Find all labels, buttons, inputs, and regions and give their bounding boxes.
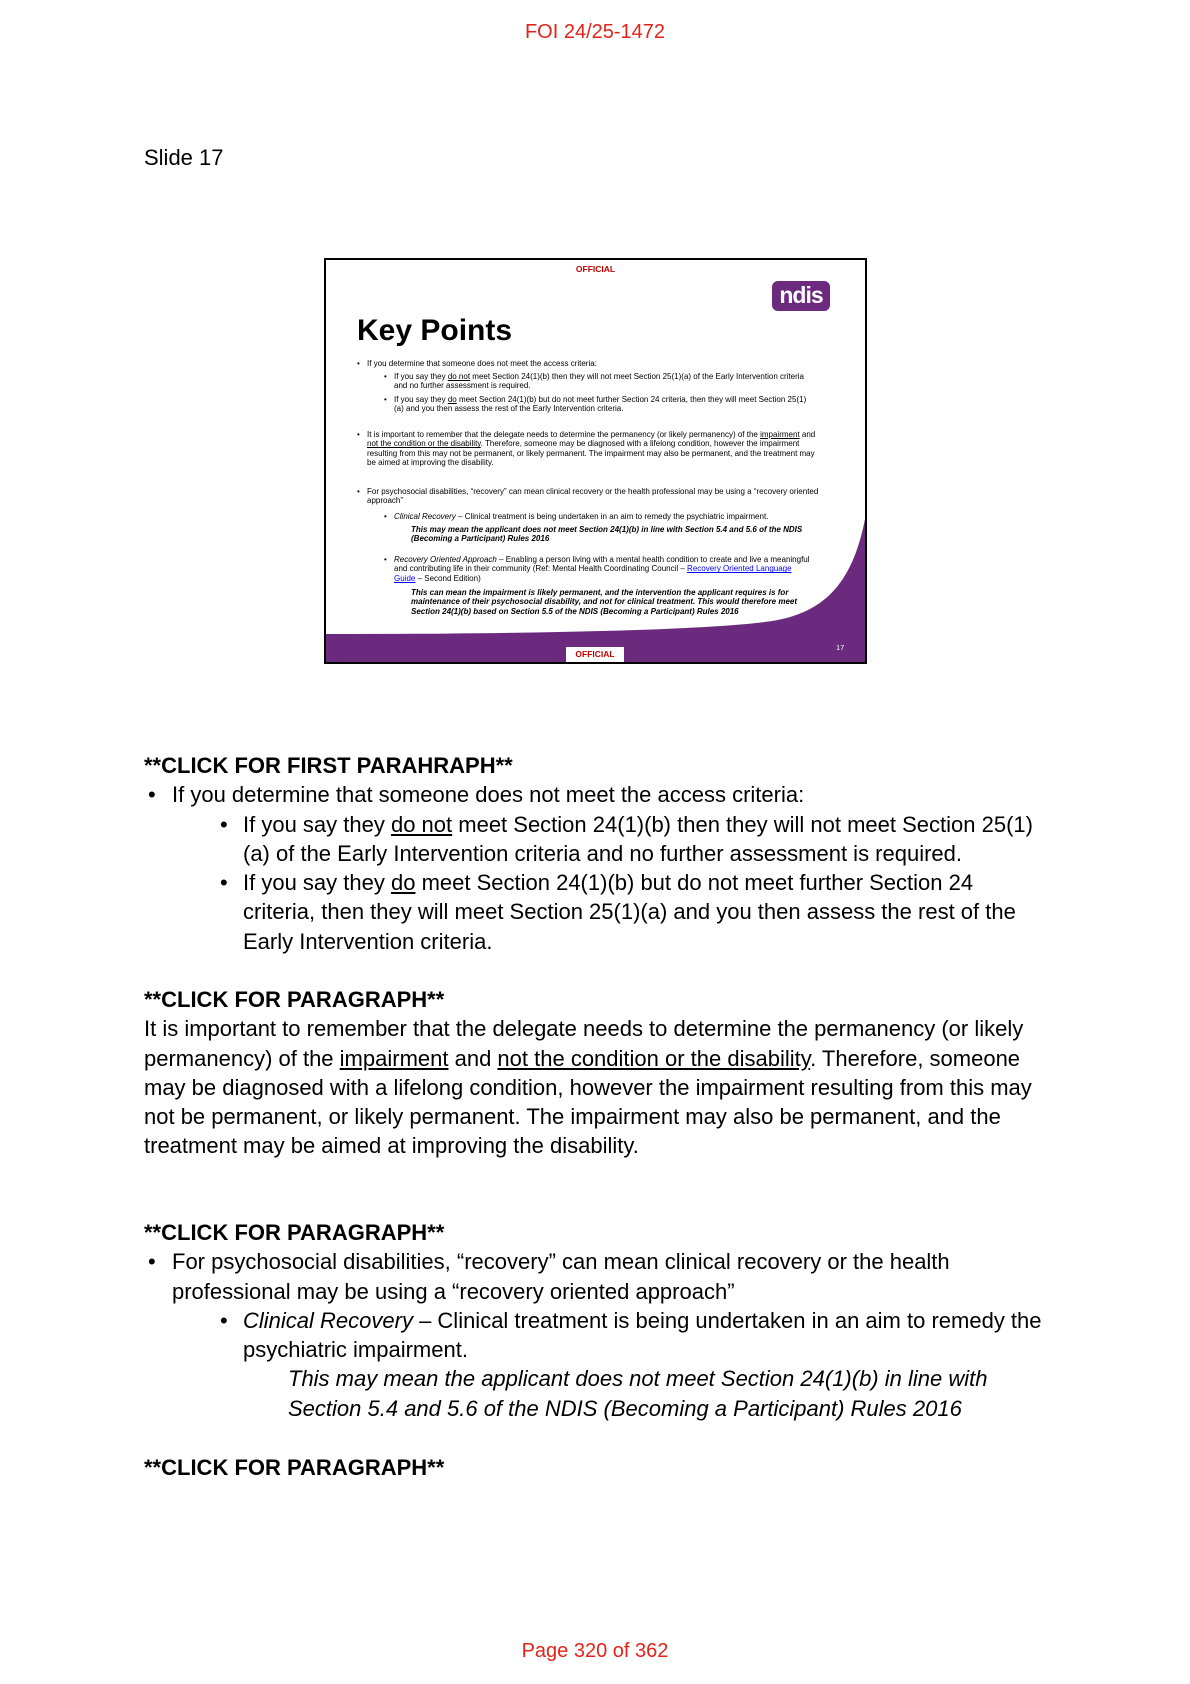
slide-italic-term: Clinical Recovery	[394, 512, 456, 521]
underlined-text: do	[390, 870, 416, 896]
text-run: If you say they	[243, 811, 391, 837]
notes-section-4	[144, 1453, 1050, 1482]
bullet-text: If you determine that someone does not meet the access criteria:	[172, 782, 805, 808]
italic-term: Clinical Recovery	[243, 1307, 413, 1333]
slide-number: 17	[836, 643, 845, 652]
slide-text-run: meet Section 24(1)(b) but do not meet further Section 24 criteria, then they will meet Section 25(1)(a) and you then assess the rest of the Early Intervention criteria.	[394, 395, 807, 414]
slide-text-run: meet Section 24(1)(b) then they will not meet Section 25(1)(a) of the Early Intervention criteria and no further assessment is required.	[394, 372, 804, 391]
text-run: and	[448, 1045, 498, 1071]
section-heading: **CLICK FOR PARAGRAPH**	[144, 1220, 445, 1245]
slide-title: Key Points	[357, 314, 513, 347]
slide-note-recovery-oriented-approach: This can mean the impairment is likely permanent, and the intervention the applicant requires is for maintenance of their psychosocial disability, and not for clinical treatment. This would therefore meet Section 24(1)(b) based on Section 5.5 of the NDIS (Becoming a Participant) Rules 2016	[411, 588, 798, 616]
text-run: . Therefore, someone may be diagnosed with a lifelong condition, however the impairment resulting from this may not be permanent, or likely permanent. The impairment may also be permanent, and the treatment may be aimed at improving the disability.	[144, 1045, 1032, 1159]
slide-bullet-1	[367, 359, 819, 368]
slide-text-run: If you say they	[394, 395, 448, 404]
slide-text-run: If you say they	[394, 372, 448, 381]
text-run: If you say they	[243, 870, 391, 896]
slide-underlined-text: do	[447, 395, 457, 404]
section-heading: **CLICK FOR PARAGRAPH**	[144, 987, 445, 1012]
slide-sub-bullet-clinical-recovery	[394, 512, 814, 521]
bullet-item	[144, 780, 1050, 809]
text-run: It is important to remember that the delegate needs to determine the permanency (or likely permanency) of the	[144, 1016, 1024, 1071]
slide-text-run: It is important to remember that the delegate needs to determine the permanency (or likely permanency) of the	[367, 430, 761, 439]
section-heading: **CLICK FOR FIRST PARAHRAPH**	[144, 753, 513, 778]
text-run: – Clinical treatment is being undertaken in an aim to remedy the psychiatric impairment.	[243, 1307, 1042, 1363]
classification-label-top: OFFICIAL	[575, 264, 616, 274]
slide-bullet-3	[367, 487, 819, 506]
classification-label-bottom: OFFICIAL	[566, 647, 624, 662]
slide-label: Slide 17	[144, 145, 224, 170]
italic-note: This may mean the applicant does not meet Section 24(1)(b) in line with Section 5.4 and 5.6 of the NDIS (Becoming a Participant) Rules 2016	[288, 1366, 988, 1421]
slide-bullet-2	[367, 430, 817, 468]
notes-section-1	[144, 751, 1050, 956]
paragraph	[144, 1014, 1050, 1160]
underlined-text: do not	[390, 811, 453, 837]
notes-section-3	[144, 1218, 1050, 1423]
slide-underlined-text: impairment	[760, 430, 800, 439]
text-run: meet Section 24(1)(b) then they will not meet Section 25(1)(a) of the Early Intervention criteria and no further assessment is required.	[243, 811, 1033, 866]
slide-text-run: and	[799, 430, 816, 439]
slide-text-run: – Enabling a person living with a mental health condition to create and live a meaningful and contributing life in their community (Ref: Mental Health Coordinating Council –	[394, 555, 810, 574]
underlined-text: impairment	[339, 1045, 449, 1071]
bullet-item	[144, 1247, 1050, 1306]
foi-reference: FOI 24/25-1472	[524, 21, 666, 43]
slide-note-clinical-recovery: This may mean the applicant does not meet Section 24(1)(b) in line with Section 5.4 and 5.6 of the NDIS (Becoming a Participant) Rules 2016	[411, 525, 803, 544]
slide-text-run: – Clinical treatment is being undertaken in an aim to remedy the psychiatric impairment.	[455, 512, 769, 521]
slide-underlined-text: not the condition or the disability	[367, 439, 481, 449]
slide-text-run: – Second Edition)	[415, 573, 481, 583]
slide-underlined-text: do not	[447, 372, 471, 381]
bullet-text: For psychosocial disabilities, “recovery” can mean clinical recovery or the health professional may be using a “recovery oriented approach”	[172, 1249, 950, 1304]
slide-thumbnail	[324, 258, 867, 664]
slide-italic-term: Recovery Oriented Approach	[394, 555, 497, 564]
slide-bullet-text: For psychosocial disabilities, “recovery” can mean clinical recovery or the health professional may be using a “recovery oriented approach”	[367, 487, 819, 506]
slide-bullet-text: If you determine that someone does not meet the access criteria:	[367, 359, 597, 368]
page-number: Page 320 of 362	[521, 1640, 669, 1662]
text-run: meet Section 24(1)(b) but do not meet further Section 24 criteria, then they will meet Section 25(1)(a) and you then assess the rest of the Early Intervention criteria.	[243, 870, 1016, 954]
underlined-text: not the condition or the disability	[497, 1045, 811, 1071]
ndis-logo: ndis	[772, 281, 830, 311]
section-heading: **CLICK FOR PARAGRAPH**	[144, 1455, 445, 1480]
slide-sub-bullet-recovery-oriented-approach	[394, 555, 814, 583]
slide-sub-bullet-1	[394, 372, 809, 391]
slide-text-run: . Therefore, someone may be diagnosed with a lifelong condition, however the impairment resulting from this may not be permanent, or likely permanent. The impairment may also be permanent, and the treatment may be aimed at improving the disability.	[367, 439, 815, 468]
sub-bullet-item	[144, 1306, 1050, 1365]
notes-section-2	[144, 985, 1050, 1161]
sub-bullet-item	[144, 868, 1050, 956]
recovery-language-guide-link[interactable]: Recovery Oriented Language Guide	[394, 564, 792, 583]
slide-sub-bullet-2	[394, 395, 809, 414]
sub-bullet-item	[144, 810, 1050, 869]
